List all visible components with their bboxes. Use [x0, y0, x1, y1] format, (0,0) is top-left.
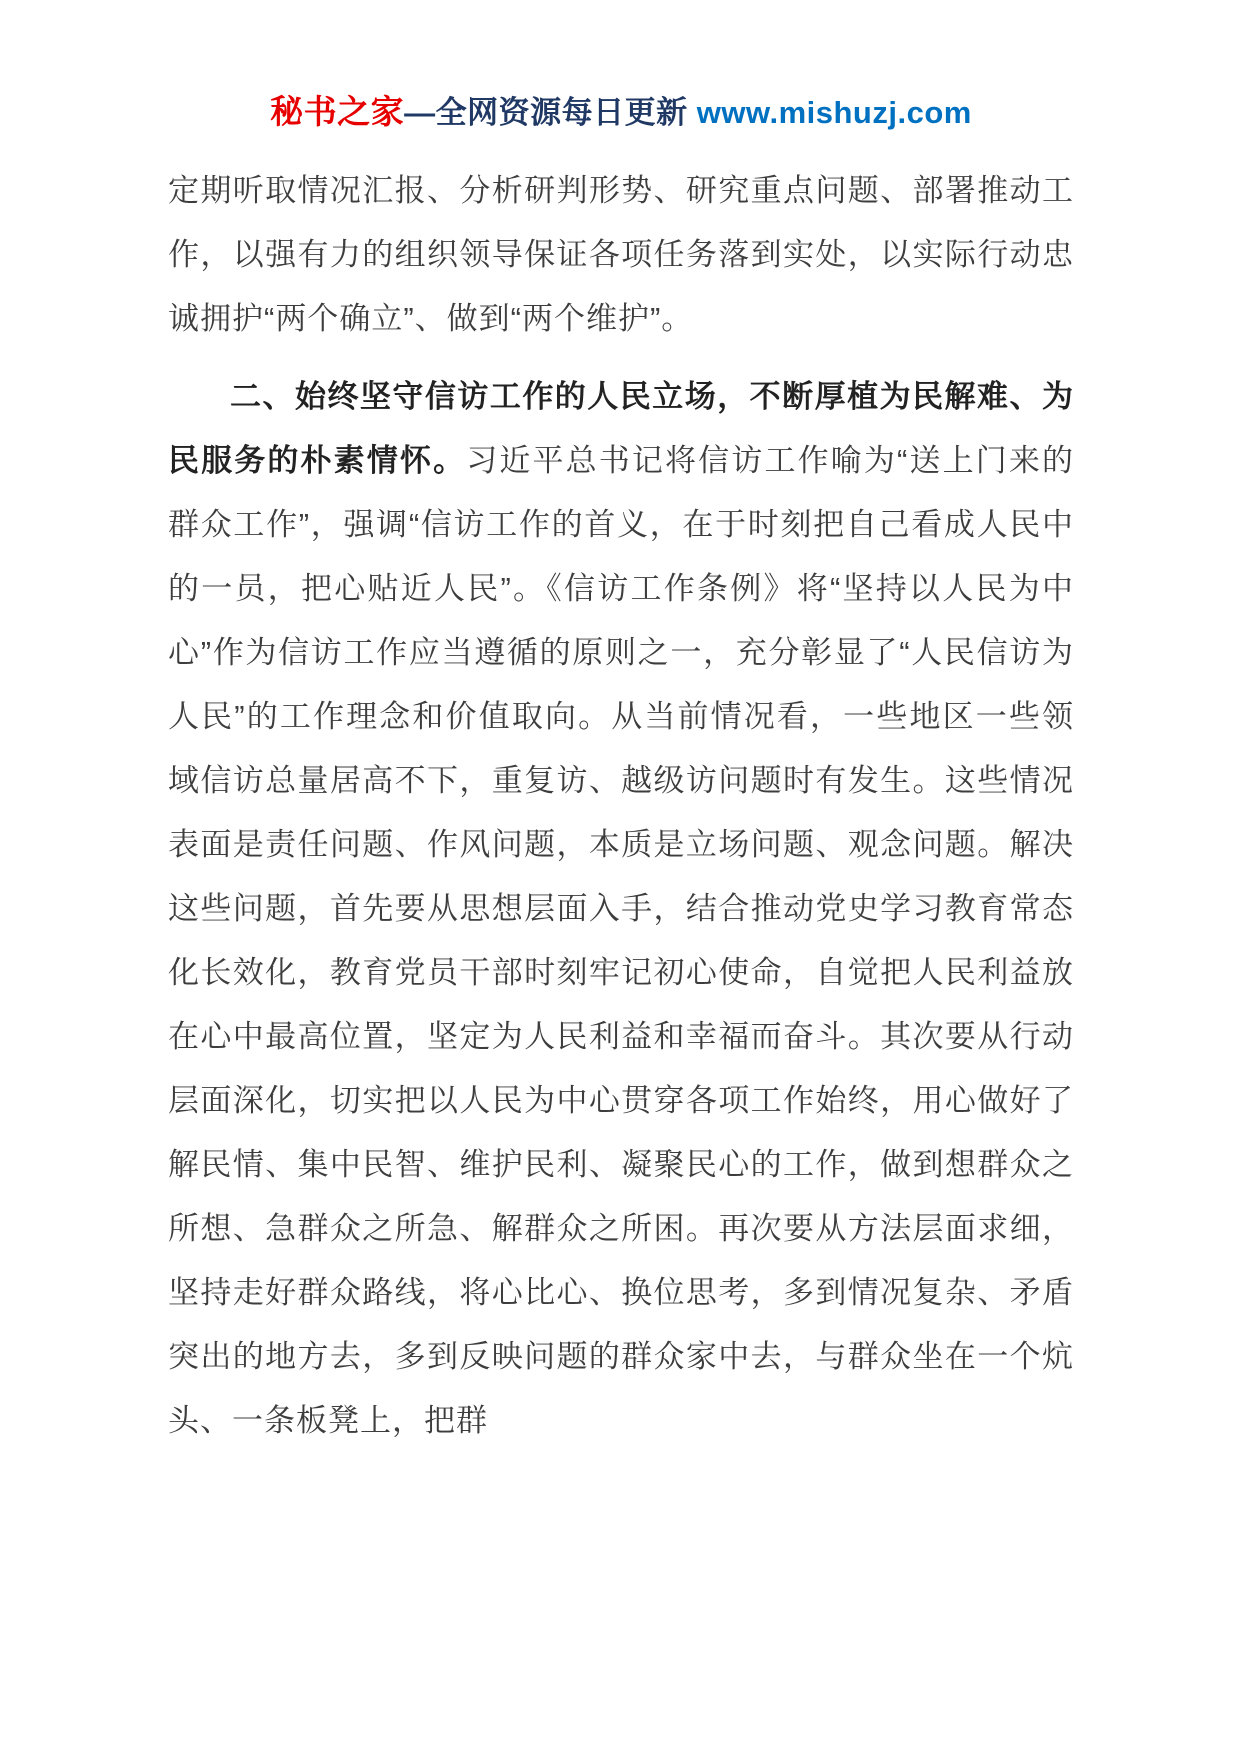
section-two-text: 习近平总书记将信访工作喻为“送上门来的群众工作”，强调“信访工作的首义，在于时刻把自己看成人民中的一员，把心贴近人民”。《信访工作条例》将“坚持以人民为中心”作为信访工作应当遵循的原则之一，充分彰显了“人民信访为人民”的工作理念和价值取向。从当前情况看，一些地区一些领域信访总量居高不下，重复访、越级访问题时有发生。这些情况表面是责任问题、作风问题，本质是立场问题、观念问题。解决这些问题，首先要从思想层面入手，结合推动党史学习教育常态化长效化，教育党员干部时刻牢记初心使命，自觉把人民利益放在心中最高位置，坚定为人民利益和幸福而奋斗。其次要从行动层面深化，切实把以人民为中心贯穿各项工作始终，用心做好了解民情、集中民智、维护民利、凝聚民心的工作，做到想群众之所想、急群众之所急、解群众之所困。再次要从方法层面求细，坚持走好群众路线，将心比心、换位思考，多到情况复杂、矛盾突出的地方去，多到反映问题的群众家中去，与群众坐在一个炕头、一条板凳上，把群: [168, 443, 1075, 1438]
site-header: [168, 86, 1074, 133]
paragraph-continuation: 定期听取情况汇报、分析研判形势、研究重点问题、部署推动工作，以强有力的组织领导保证各项任务落到实处，以实际行动忠诚拥护“两个确立”、做到“两个维护”。: [168, 173, 1074, 336]
site-url-link[interactable]: www.mishuzj.com: [696, 95, 972, 130]
document-body: [168, 159, 1074, 1453]
section-two-heading: 二、始终坚守信访工作的人民立场，不断厚植为民解难、为民服务的朴素情怀。: [168, 379, 1074, 478]
site-name: 秘书之家: [270, 93, 405, 130]
site-tagline: —全网资源每日更新: [404, 95, 697, 130]
paragraph-section-two: [168, 365, 1074, 1453]
